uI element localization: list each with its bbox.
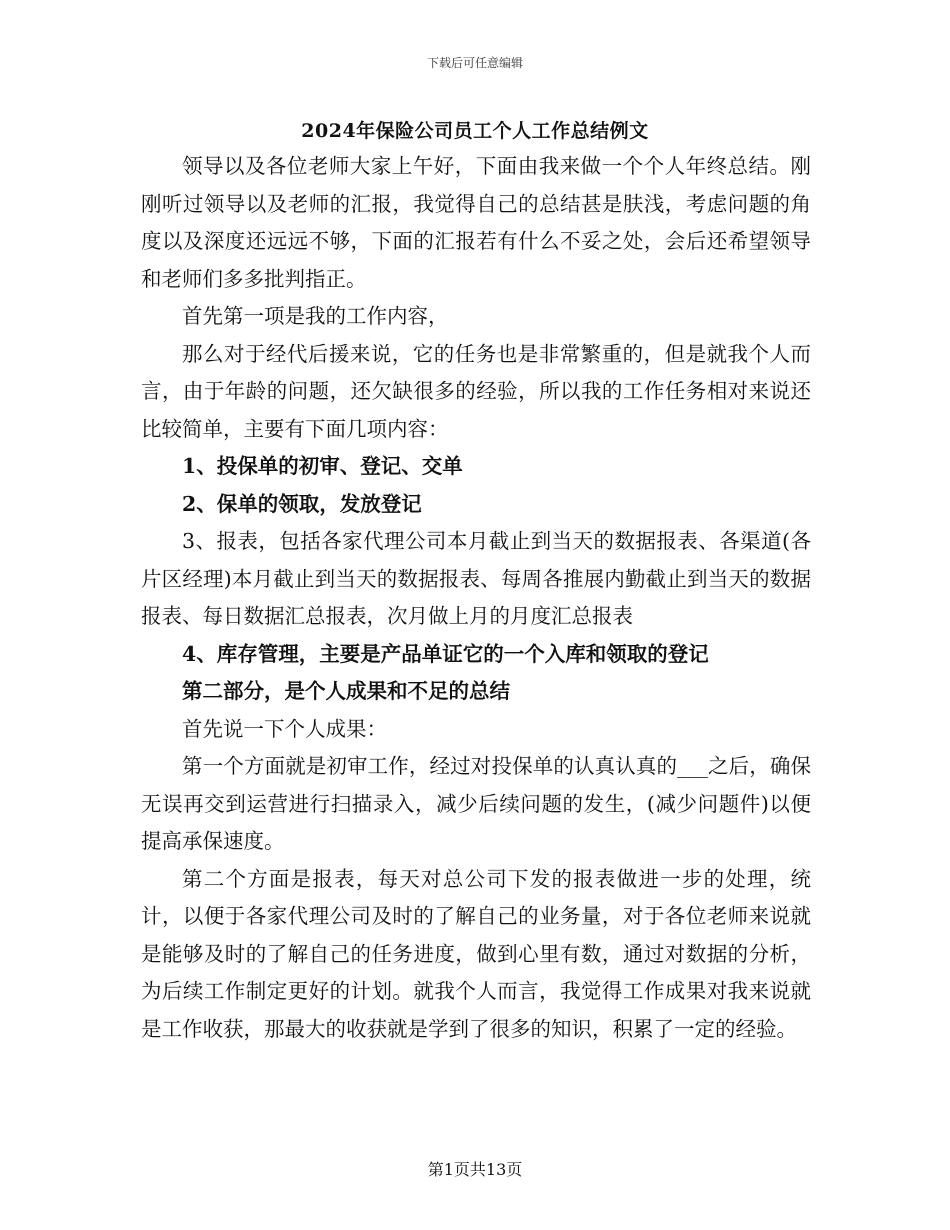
list-item-4: 4、库存管理，主要是产品单证它的一个入库和领取的登记	[182, 641, 709, 666]
list-item-3: 3、报表，包括各家代理公司本月截止到当天的数据报表、各渠道(各片区经理)本月截止到当天的数据报表、每周各推展内勤截止到当天的数据报表、每日数据汇总报表，次月做上月的月度汇总报表	[141, 529, 811, 628]
list-item-1: 1、投保单的初审、登记、交单	[182, 454, 463, 478]
document-body	[141, 148, 811, 1048]
paragraph-opening: 领导以及各位老师大家上午好，下面由我来做一个个人年终总结。刚刚听过领导以及老师的汇报，我觉得自己的总结甚是肤浅，考虑问题的角度以及深度还远远不够，下面的汇报若有什么不妥之处，会后还希望领导和老师们多多批判指正。	[141, 154, 811, 291]
paragraph-work-overview: 那么对于经代后援来说，它的任务也是非常繁重的，但是就我个人而言，由于年龄的问题，还欠缺很多的经验，所以我的工作任务相对来说还比较简单，主要有下面几项内容：	[141, 341, 811, 441]
paragraph-work-content-intro: 首先第一项是我的工作内容，	[182, 304, 449, 328]
paragraph-achievement-1: 第一个方面就是初审工作，经过对投保单的认真认真的___之后，确保无误再交到运营进行扫描录入，减少后续问题的发生，(减少问题件)以便提高承保速度。	[141, 754, 811, 853]
paragraph-achievement-2: 第二个方面是报表，每天对总公司下发的报表做进一步的处理，统计，以便于各家代理公司及时的了解自己的业务量，对于各位老师来说就是能够及时的了解自己的任务进度，做到心里有数，通过对数据的分析，为后续工作制定更好的计划。就我个人而言，我觉得工作成果对我来说就是工作收获，那最大的收获就是学到了很多的知识，积累了一定的经验。	[141, 866, 811, 1041]
section-heading-part-two: 第二部分，是个人成果和不足的总结	[182, 679, 510, 703]
document-title: 2024年保险公司员工个人工作总结例文	[301, 120, 649, 142]
list-item-2: 2、保单的领取，发放登记	[182, 491, 422, 516]
page-number: 第1页共13页	[427, 1160, 523, 1179]
page-header-note: 下载后可任意编辑	[426, 56, 523, 70]
paragraph-achievements-intro: 首先说一下个人成果：	[182, 716, 387, 741]
